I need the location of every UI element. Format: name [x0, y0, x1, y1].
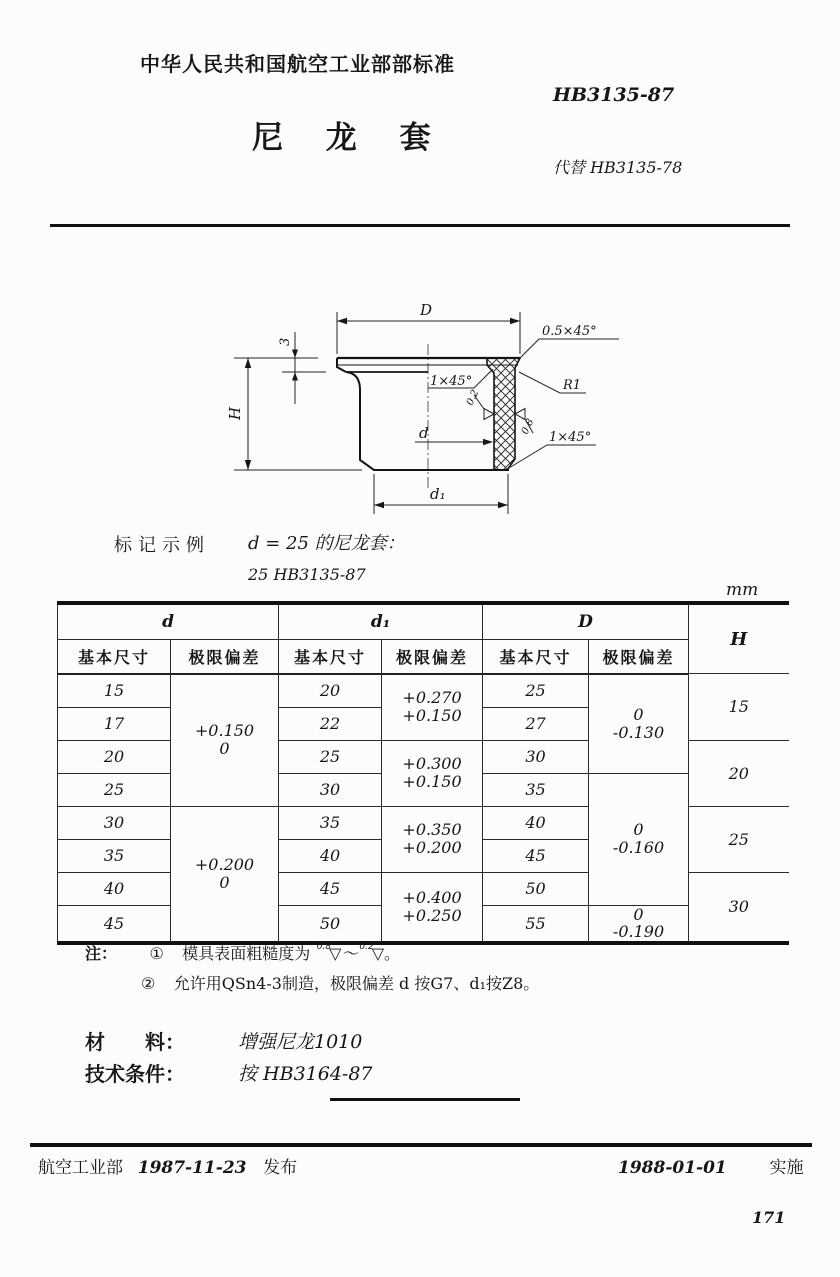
leader-d-arrow [483, 439, 493, 445]
footer-issue [38, 1153, 297, 1178]
footer-issue-date: 1987-11-23 [137, 1158, 247, 1178]
cell-D-tol: 0 -0.160 [589, 773, 689, 905]
cell-d1: 35 [279, 806, 382, 839]
cell-d1: 40 [279, 839, 382, 872]
subheader-tol-D: 极限偏差 [589, 639, 689, 674]
label-chamfer-bottom: 1×45° [549, 430, 592, 445]
part-outline [337, 358, 520, 470]
tech-conditions-label: 技术条件： [85, 1062, 185, 1086]
cell-D-tol: 0 -0.190 [589, 905, 689, 943]
header-divider [50, 224, 790, 227]
cell-D: 35 [483, 773, 589, 806]
cell-d-tol: +0.150 0 [171, 674, 279, 807]
label-roughness-02: 0.2 [464, 388, 482, 408]
label-d1: d₁ [430, 485, 446, 503]
cell-d1: 45 [279, 872, 382, 905]
cell-H: 30 [689, 872, 789, 943]
cell-d1: 30 [279, 773, 382, 806]
column-group-D: D [483, 603, 689, 639]
notes-line-2 [141, 971, 539, 994]
cell-d1: 50 [279, 905, 382, 943]
cell-d: 15 [58, 674, 171, 708]
label-roughness-08: 0.8 [519, 417, 537, 437]
note-1-period: 。 [384, 944, 401, 963]
marking-example-label: 标记示例 [114, 535, 210, 556]
material-value: 增强尼龙1010 [238, 1031, 363, 1053]
material-label: 材 料： [85, 1030, 185, 1054]
roughness-mark-2: $^{0.2}$▽ [359, 941, 385, 963]
subheader-basic-d: 基本尺寸 [58, 639, 171, 674]
label-3: 3 [278, 337, 293, 346]
cell-H: 15 [689, 674, 789, 741]
cell-D: 40 [483, 806, 589, 839]
cell-d1-tol: +0.350 +0.200 [382, 806, 483, 872]
cell-d: 30 [58, 806, 171, 839]
column-group-d1: d₁ [279, 603, 483, 639]
roughness-mark-1: $^{0.8}$▽ [316, 941, 342, 963]
note-1-number: ① [149, 946, 164, 963]
footer-divider [30, 1143, 812, 1147]
column-group-d: d [58, 603, 279, 639]
cell-H: 25 [689, 806, 789, 872]
cell-D: 55 [483, 905, 589, 943]
subheader-tol-d1: 极限偏差 [382, 639, 483, 674]
note-2-text: 允许用QSn4-3制造，极限偏差 d 按G7、d₁按Z8。 [173, 974, 540, 993]
label-H: H [226, 406, 244, 420]
cell-D: 27 [483, 707, 589, 740]
section-end-divider [330, 1098, 520, 1101]
marking-example-text: d = 25 的尼龙套： [248, 533, 405, 554]
footer-issue-label: 发布 [263, 1158, 298, 1178]
page-title: 尼 龙 套 [252, 120, 447, 156]
sleeve-section-drawing [222, 292, 642, 542]
label-d: d [419, 424, 429, 442]
note-1-text: 模具表面粗糙度为 [182, 944, 311, 963]
cell-D: 30 [483, 740, 589, 773]
cell-d: 40 [58, 872, 171, 905]
dimension-table [57, 601, 789, 945]
cell-d1: 25 [279, 740, 382, 773]
roughness-icon: ▽ [329, 944, 342, 963]
cell-d: 20 [58, 740, 171, 773]
label-D: D [420, 301, 433, 319]
page-number: 171 [752, 1208, 786, 1227]
roughness-icon: ▽ [371, 944, 385, 963]
tilde: ～ [341, 944, 358, 963]
cell-d: 45 [58, 905, 171, 943]
cell-d1-tol: +0.300 +0.150 [382, 740, 483, 806]
standard-code: HB3135-87 [553, 84, 675, 106]
cell-d1-tol: +0.270 +0.150 [382, 674, 483, 741]
cell-d1: 20 [279, 674, 382, 708]
table-row [58, 674, 789, 708]
cell-d: 17 [58, 707, 171, 740]
subheader-basic-D: 基本尺寸 [483, 639, 589, 674]
column-header-H: H [689, 603, 789, 674]
cell-d: 35 [58, 839, 171, 872]
notes-label: 注： [85, 944, 118, 963]
replaces-note: 代替 HB3135-78 [553, 158, 683, 177]
notes-line-1 [85, 941, 400, 964]
cell-D-tol: 0 -0.130 [589, 674, 689, 774]
cell-D: 50 [483, 872, 589, 905]
marking-designation: 25 HB3135-87 [248, 565, 366, 584]
cell-H: 20 [689, 740, 789, 806]
dimension-H [234, 358, 362, 470]
footer-impl-label: 实施 [769, 1158, 804, 1178]
label-fillet-R1: R1 [563, 378, 582, 393]
label-chamfer-inner: 1×45° [430, 374, 473, 389]
unit-label: mm [726, 580, 759, 600]
footer-implementation [618, 1153, 803, 1178]
footer-issuer: 航空工业部 [38, 1158, 123, 1178]
cell-d1: 22 [279, 707, 382, 740]
note-2-number: ② [141, 976, 156, 993]
subheader-basic-d1: 基本尺寸 [279, 639, 382, 674]
cell-d-tol: +0.200 0 [171, 806, 279, 943]
tech-conditions-value: 按 HB3164-87 [238, 1063, 373, 1085]
cell-D: 45 [483, 839, 589, 872]
standard-org-title: 中华人民共和国航空工业部部标准 [140, 52, 455, 76]
label-chamfer-top: 0.5×45° [542, 324, 597, 339]
cell-d: 25 [58, 773, 171, 806]
subheader-tol-d: 极限偏差 [171, 639, 279, 674]
cell-d1-tol: +0.400 +0.250 [382, 872, 483, 943]
footer-impl-date: 1988-01-01 [618, 1158, 727, 1178]
cell-D: 25 [483, 674, 589, 708]
